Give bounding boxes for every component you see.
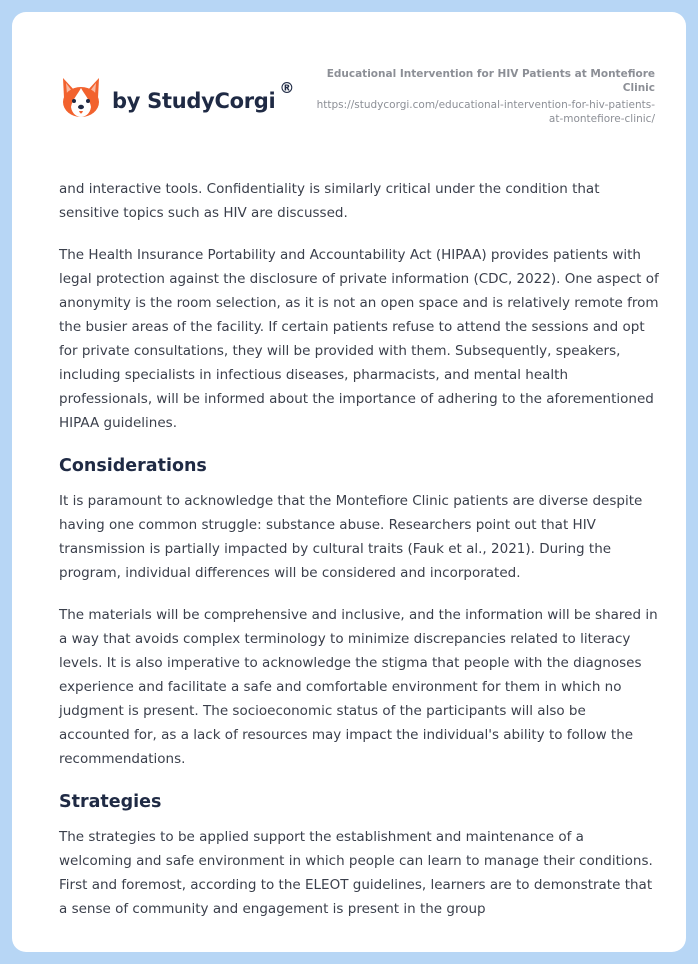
document-meta [315,67,655,126]
corgi-icon [60,76,102,120]
paragraph: The materials will be comprehensive and inclusive, and the information will be shared in a way that avoids complex terminology to minimize discrepancies related to literacy levels. It is also imperative to acknowledge the stigma that people with the diagnoses experience and facilitate a safe and comfortable environment for them in which no judgment is present. The socioeconomic status of the participants will also be accounted for, as a lack of resources may impact the individual's ability to follow the recommendations. [59,607,658,767]
section-heading-strategies: Strategies [59,792,162,812]
document-url[interactable]: https://studycorgi.com/educational-intervention-for-hiv-patients-at-montefiore-clinic/ [316,99,655,125]
brand-name: by StudyCorgi [112,89,276,113]
page-header [12,12,686,162]
registered-mark: ® [279,79,295,97]
paragraph: The strategies to be applied support the establishment and maintenance of a welcoming and safe environment in which people can learn to manage their conditions. First and foremost, according to the ELEOT guidelines, learners are to demonstrate that a sense of community and engagement is present in the group [59,829,653,917]
studycorgi-logo[interactable] [60,76,294,120]
document-title: Educational Intervention for HIV Patients at Montefiore Clinic [326,68,655,94]
paragraph: The Health Insurance Portability and Accountability Act (HIPAA) provides patients with legal protection against the disclosure of private information (CDC, 2022). One aspect of anonymity is the room selection, as it is not an open space and is relatively remote from the busier areas of the facility. If certain patients refuse to attend the sessions and opt for private consultations, they will be provided with them. Subsequently, speakers, including specialists in infectious diseases, pharmacists, and mental health professionals, will be informed about the importance of adhering to the aforementioned HIPAA guidelines. [59,247,659,431]
document-page [12,12,686,952]
paragraph: and interactive tools. Confidentiality is similarly critical under the condition that sensitive topics such as HIV are discussed. [59,181,600,221]
section-heading-considerations: Considerations [59,456,207,476]
document-body [59,177,659,939]
paragraph: It is paramount to acknowledge that the Montefiore Clinic patients are diverse despite having one common struggle: substance abuse. Researchers point out that HIV transmission is partially impacted by cultural traits (Fauk et al., 2021). During the program, individual differences will be considered and incorporated. [59,493,643,581]
